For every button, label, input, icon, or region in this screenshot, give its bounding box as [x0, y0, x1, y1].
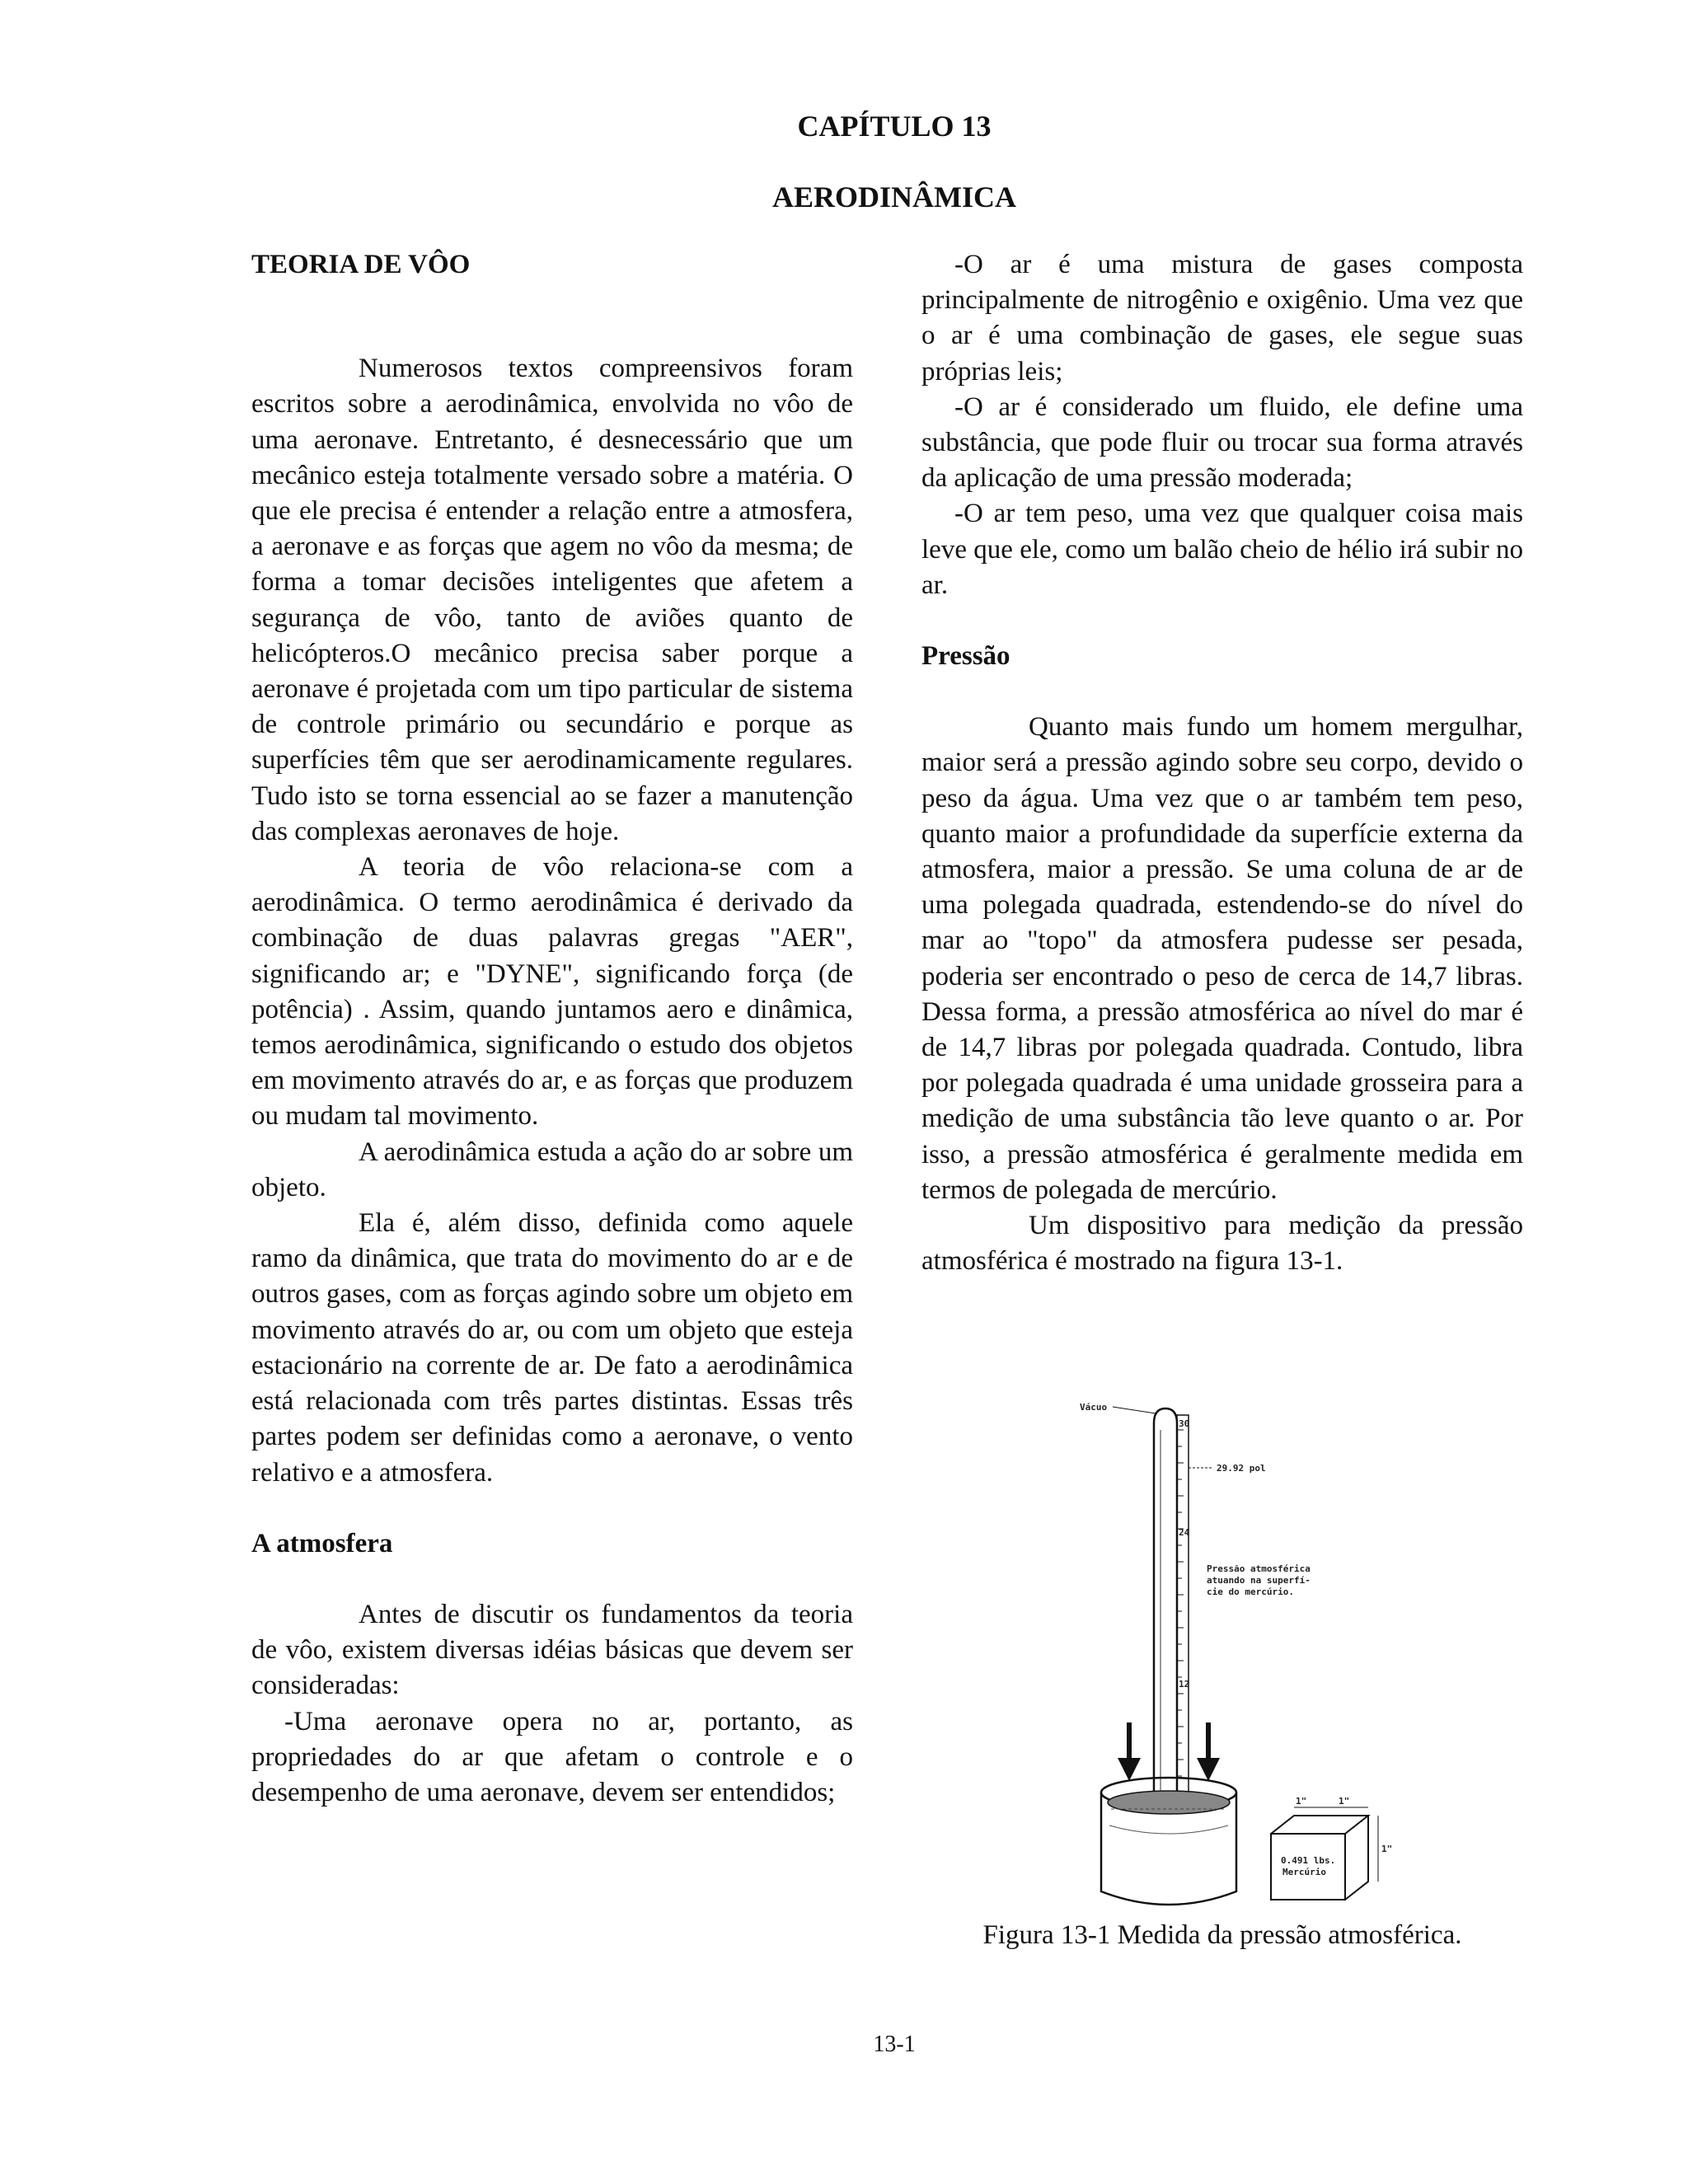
paragraph: -O ar é considerado um fluido, ele define uma substância, que pode fluir ou trocar sua forma através da aplicação de uma pressão moderada; — [921, 391, 1523, 494]
paragraph: Quanto mais fundo um homem mergulhar, maior será a pressão agindo sobre seu corpo, devido o peso da água. Uma vez que o ar também tem peso, quanto maior a profundidade da superfície externa da atmosfera, maior a pressão. Se uma coluna de ar de uma polegada quadrada, estendendo-se do nível do mar ao "topo" da atmosfera pudesse ser pesada, poderia ser encontrado o peso de cerca de 14,7 libras. Dessa forma, a pressão atmosférica ao nível do mar é de 14,7 libras por polegada quadrada. Contudo, libra por polegada quadrada é uma unidade grosseira para a medição de uma substância tão leve quanto o ar. Por isso, a pressão atmosférica é geralmente medida em termos de polegada de mercúrio. — [921, 712, 1523, 1205]
mercury-tube — [1154, 1408, 1177, 1793]
scale-tick-24: 24 — [1179, 1527, 1190, 1538]
paragraph: Numerosos textos compreensivos foram escritos sobre a aerodinâmica, envolvida no vôo de uma aeronave. Entretanto, é desnecessário que um mecânico esteja totalmente versado sobre a matéria. O que ele precisa é entender a relação entre a atmosfera, a aeronave e as forças que agem no vôo da mesma; de forma a tomar decisões inteligentes que afetem a segurança de vôo, tanto de aviões quanto de helicópteros.O mecânico precisa saber porque a aeronave é projetada com um tipo particular de sistema de controle primário ou secundário e porque as superfícies têm que ser aerodinamicamente regulares. Tudo isto se torna essencial ao se fazer a manutenção das complexas aeronaves de hoje. — [251, 354, 853, 846]
scale-tick-30: 30 — [1179, 1418, 1190, 1429]
heading-teoria-de-voo: TEORIA DE VÔO — [251, 250, 471, 279]
paragraph: A teoria de vôo relaciona-se com a aerodinâmica. O termo aerodinâmica é derivado da combinação de duas palavras gregas "AER", significando ar; e "DYNE", significando força (de potência) . Assim, quando juntamos aero e dinâmica, temos aerodinâmica, significando o estudo dos objetos em movimento através do ar, e as forças que produzem ou mudam tal movimento. — [251, 852, 853, 1132]
pressure-label-line-3: cie do mercúrio. — [1207, 1586, 1294, 1597]
chapter-title: CAPÍTULO 13 — [797, 110, 992, 143]
cube-dim-top-right: 1" — [1339, 1796, 1350, 1807]
pressure-arrow-right — [1197, 1722, 1220, 1781]
right-column — [921, 247, 1523, 1279]
paragraph: Um dispositivo para medição da pressão atmosférica é mostrado na figura 13-1. — [921, 1211, 1523, 1277]
cube-weight-label: 0.491 lbs. — [1281, 1855, 1336, 1866]
cube-dim-side-label: 1" — [1381, 1844, 1393, 1854]
vacuum-leader — [1113, 1407, 1156, 1413]
paragraph: -Uma aeronave opera no ar, portanto, as propriedades do ar que afetam o controle e o desempenho de uma aeronave, devem ser entendidos; — [251, 1706, 853, 1807]
paragraph: -O ar é uma mistura de gases composta principalmente de nitrogênio e oxigênio. Uma vez que o ar é uma combinação de gases, ele segue suas próprias leis; — [921, 250, 1523, 387]
figure-caption: Figura 13-1 Medida da pressão atmosférica. — [982, 1920, 1462, 1950]
barometer-figure — [1070, 1397, 1400, 1924]
left-column — [251, 247, 853, 1811]
cube-mercury-label: Mercúrio — [1282, 1867, 1326, 1877]
section-title: AERODINÂMICA — [772, 180, 1016, 213]
barometer-illustration — [1070, 1397, 1400, 1924]
paragraph: Ela é, além disso, definida como aquele ramo da dinâmica, que trata do movimento do ar e de outros gases, com as forças agindo sobre um objeto em movimento através do ar, ou com um objeto que esteja estacionário na corrente de ar. De fato a aerodinâmica está relacionada com três partes distintas. Essas três partes podem ser definidas como a aeronave, o vento relativo e a atmosfera. — [251, 1208, 853, 1488]
pressure-label-line-1: Pressão atmosférica — [1207, 1563, 1311, 1574]
vacuum-label: Vácuo — [1080, 1402, 1108, 1413]
pressure-label-line-2: atuando na superfí- — [1207, 1575, 1311, 1586]
mercury-dish — [1101, 1778, 1236, 1905]
reading-label: 29.92 pol — [1217, 1463, 1266, 1474]
heading-a-atmosfera: A atmosfera — [251, 1528, 393, 1558]
paragraph: -O ar tem peso, uma vez que qualquer coisa mais leve que ele, como um balão cheio de hélio irá subir no ar. — [921, 499, 1523, 600]
scale-bar — [1177, 1415, 1189, 1794]
scale-tick-12: 12 — [1179, 1679, 1190, 1690]
cube-dim-top-left: 1" — [1296, 1796, 1307, 1807]
page-number: 13-1 — [873, 2032, 916, 2057]
pressure-arrow-left — [1118, 1722, 1141, 1781]
paragraph: A aerodinâmica estuda a ação do ar sobre um objeto. — [251, 1137, 853, 1202]
paragraph: Antes de discutir os fundamentos da teoria de vôo, existem diversas idéias básicas que devem ser consideradas: — [251, 1599, 853, 1701]
heading-pressao: Pressão — [921, 641, 1010, 672]
